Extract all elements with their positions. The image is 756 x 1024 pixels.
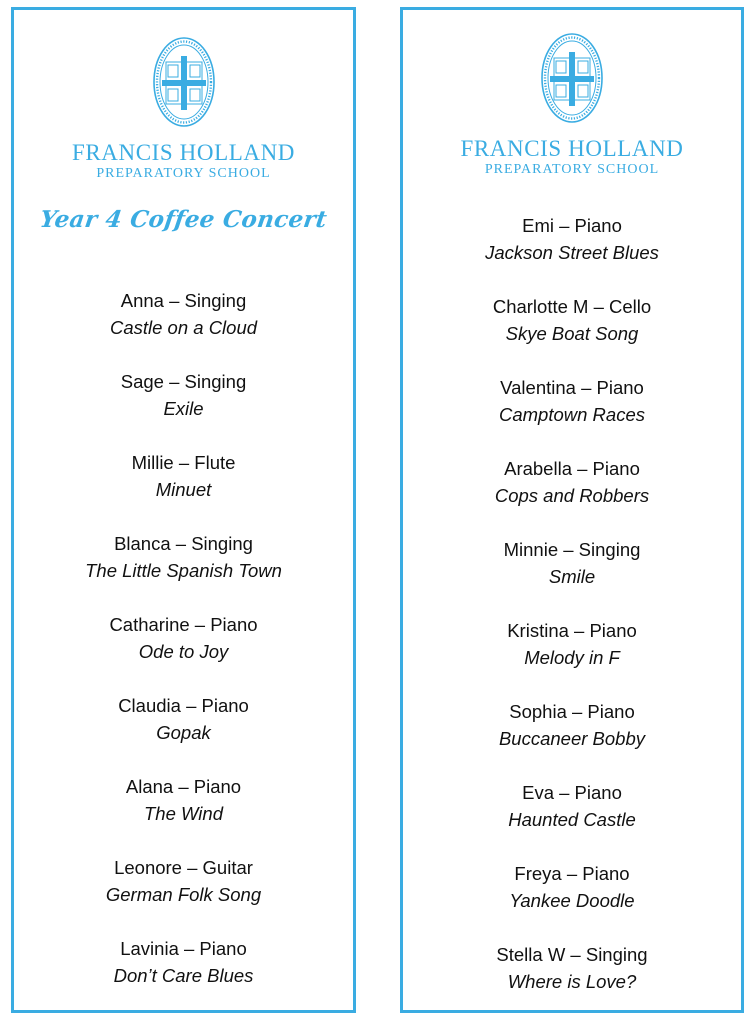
piece-title: Don’t Care Blues bbox=[113, 965, 254, 986]
piece-title: The Little Spanish Town bbox=[85, 560, 282, 581]
school-name: FRANCIS HOLLAND bbox=[460, 136, 684, 161]
performer: Sage – Singing bbox=[120, 371, 247, 392]
performer: Lavinia – Piano bbox=[120, 938, 247, 959]
piece-title: Skye Boat Song bbox=[505, 323, 639, 344]
program-item bbox=[403, 860, 741, 941]
piece-title: Where is Love? bbox=[507, 971, 637, 992]
piece-title: Smile bbox=[548, 566, 596, 587]
program-item bbox=[14, 287, 353, 368]
performer: Minnie – Singing bbox=[503, 539, 641, 560]
performer: Charlotte M – Cello bbox=[492, 296, 652, 317]
piece-title: Camptown Races bbox=[498, 404, 645, 425]
piece-title: Haunted Castle bbox=[508, 809, 636, 830]
performer: Valentina – Piano bbox=[500, 377, 644, 398]
program-item bbox=[403, 617, 741, 698]
performer: Freya – Piano bbox=[514, 863, 630, 884]
performer: Blanca – Singing bbox=[114, 533, 253, 554]
program-item bbox=[403, 779, 741, 860]
performer: Catharine – Piano bbox=[109, 614, 258, 635]
program-item bbox=[403, 536, 741, 617]
performer: Millie – Flute bbox=[131, 452, 236, 473]
program-item bbox=[14, 368, 353, 449]
performer: Alana – Piano bbox=[125, 776, 242, 797]
school-subtitle: PREPARATORY SCHOOL bbox=[96, 166, 271, 181]
performer: Anna – Singing bbox=[120, 290, 247, 311]
program-item bbox=[14, 449, 353, 530]
program-item bbox=[403, 455, 741, 536]
program-item bbox=[14, 854, 353, 935]
school-subtitle: PREPARATORY SCHOOL bbox=[484, 162, 660, 177]
piece-title: Castle on a Cloud bbox=[109, 317, 258, 338]
program-item bbox=[14, 611, 353, 692]
concert-title: Year 4 Coffee Concert bbox=[38, 206, 329, 233]
program-list-left bbox=[14, 287, 353, 1016]
piece-title: German Folk Song bbox=[105, 884, 262, 905]
programme-panel-right bbox=[400, 7, 744, 1013]
program-item bbox=[403, 941, 741, 1022]
piece-title: The Wind bbox=[143, 803, 223, 824]
performer: Leonore – Guitar bbox=[114, 857, 253, 878]
piece-title: Gopak bbox=[156, 722, 211, 743]
programme-panel-left bbox=[11, 7, 356, 1013]
performer: Arabella – Piano bbox=[504, 458, 640, 479]
performer: Eva – Piano bbox=[522, 782, 622, 803]
school-crest-icon bbox=[152, 36, 216, 128]
program-item bbox=[403, 293, 741, 374]
piece-title: Exile bbox=[163, 398, 204, 419]
piece-title: Ode to Joy bbox=[138, 641, 229, 662]
program-item bbox=[14, 773, 353, 854]
program-list-right bbox=[403, 212, 741, 1022]
piece-title: Melody in F bbox=[524, 647, 620, 668]
program-item bbox=[14, 692, 353, 773]
program-item bbox=[14, 530, 353, 611]
performer: Emi – Piano bbox=[522, 215, 622, 236]
piece-title: Cops and Robbers bbox=[494, 485, 650, 506]
program-item bbox=[14, 935, 353, 1016]
piece-title: Yankee Doodle bbox=[509, 890, 635, 911]
piece-title: Buccaneer Bobby bbox=[498, 728, 646, 749]
performer: Kristina – Piano bbox=[507, 620, 637, 641]
performer: Sophia – Piano bbox=[509, 701, 635, 722]
program-item bbox=[403, 698, 741, 779]
program-item bbox=[403, 212, 741, 293]
piece-title: Jackson Street Blues bbox=[485, 242, 659, 263]
program-item bbox=[403, 374, 741, 455]
school-name: FRANCIS HOLLAND bbox=[71, 140, 296, 165]
performer: Stella W – Singing bbox=[496, 944, 648, 965]
performer: Claudia – Piano bbox=[118, 695, 249, 716]
piece-title: Minuet bbox=[155, 479, 212, 500]
school-crest-icon bbox=[540, 32, 604, 124]
